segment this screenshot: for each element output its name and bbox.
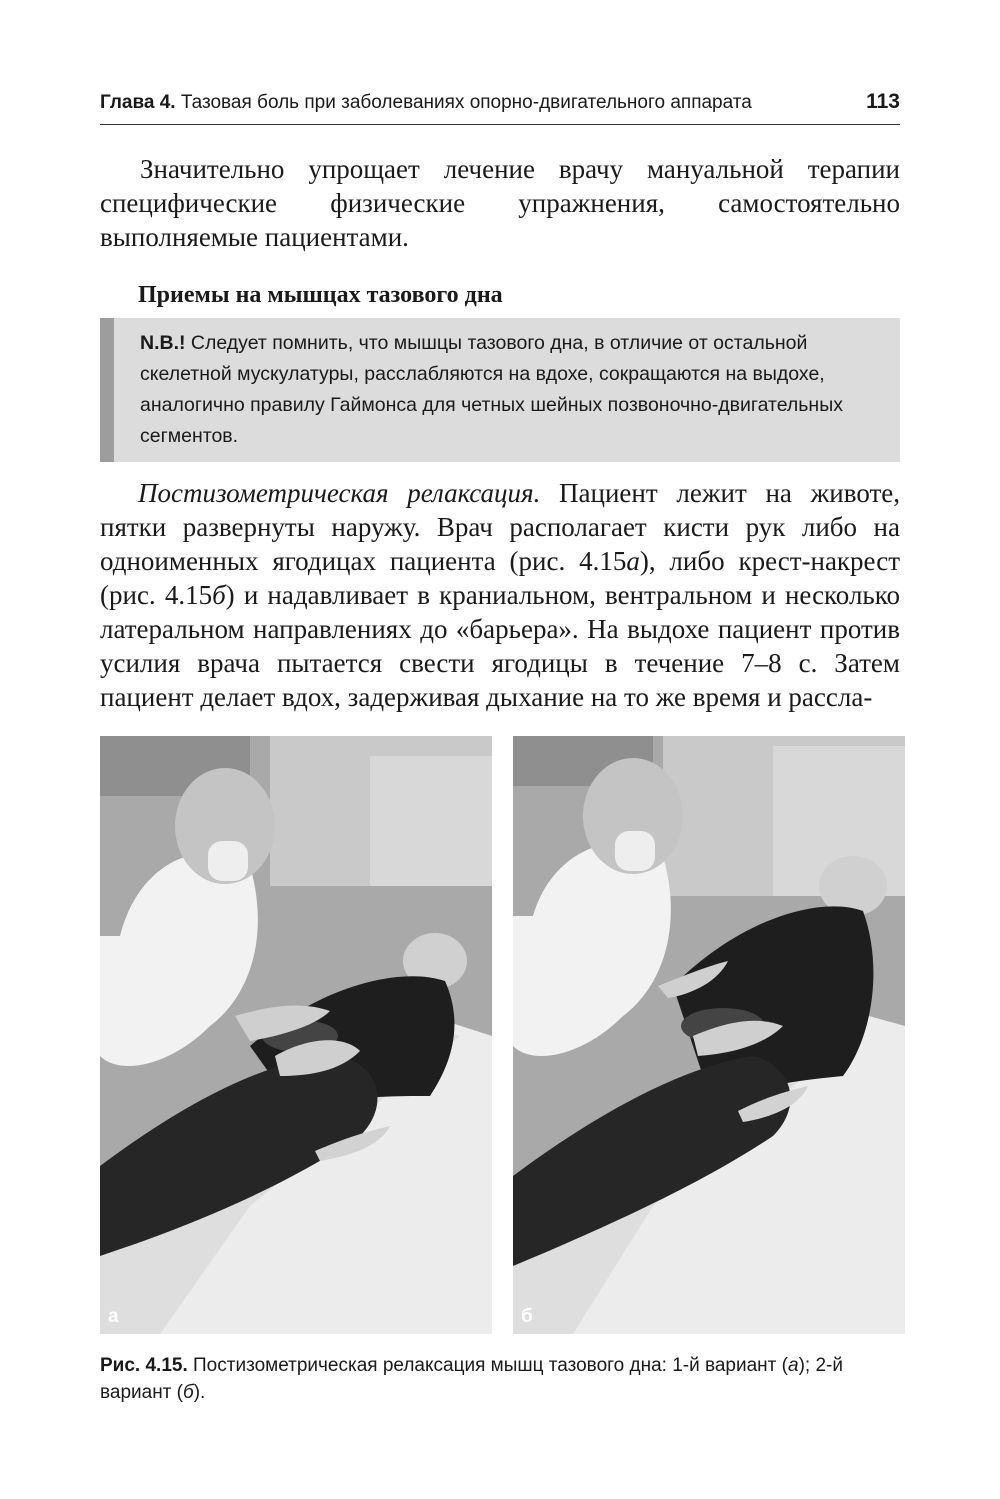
- nb-callout: [100, 318, 900, 462]
- nb-body: Следует помнить, что мышцы тазового дна, в отличие от остальной скелетной мускулатуры, расслабляются на вдохе, сокращаются на выдохе, аналогично правилу Гаймонса для четных шейных позвоночно-двигательных сегментов.: [140, 332, 843, 447]
- photo-a-label: а: [108, 1306, 119, 1327]
- technique-text-1: Пациент лежит на животе, пятки развернуты наружу. Врач располагает кисти рук либо на одноименных ягодицах пациента (рис. 4.15: [100, 478, 900, 576]
- technique-text-2: ), либо крест-накрест (рис. 4.15: [100, 546, 900, 610]
- photo-variant-b: [513, 736, 905, 1334]
- caption-text-1: Постизометрическая релаксация мышц тазового дна: 1-й вариант (: [187, 1355, 788, 1376]
- technique-text-3: ) и надавливает в краниальном, вентральном и несколько латеральном направлениях до «барьера». На выдохе пациент против усилия врача пытается свести ягодицы в течение 7–8 с. Затем пациент делает вдох, задерживая дыхание на то же время и расслa-: [100, 580, 900, 712]
- technique-name: Постизометрическая релаксация.: [138, 478, 541, 508]
- caption-text-2: ); 2-й вариант (: [100, 1355, 843, 1403]
- figure-ref-b: б: [212, 580, 226, 610]
- photo-b-illustration: [513, 736, 905, 1334]
- running-header: [100, 88, 900, 125]
- caption-label: Рис. 4.15.: [100, 1355, 188, 1376]
- photo-b-label: б: [521, 1306, 533, 1327]
- figure-ref-a: а: [626, 546, 640, 576]
- nb-text: [140, 328, 890, 452]
- chapter-heading: [100, 92, 752, 114]
- nb-accent-bar: [100, 318, 114, 462]
- paragraph-intro: Значительно упрощает лечение врачу мануальной терапии специфические физические упражнения, самостоятельно выполняемые пациентами.: [100, 154, 900, 252]
- paragraph-technique: [100, 476, 900, 714]
- section-title: Приемы на мышцах тазового дна: [138, 282, 503, 308]
- chapter-label: Глава 4.: [100, 92, 176, 113]
- photo-a-illustration: [100, 736, 492, 1334]
- caption-ref-b: б: [183, 1382, 194, 1403]
- chapter-title: Тазовая боль при заболеваниях опорно-двигательного аппарата: [180, 92, 752, 113]
- caption-text-3: ).: [193, 1382, 206, 1403]
- photo-variant-a: [100, 736, 492, 1334]
- page-number: 113: [866, 90, 900, 113]
- nb-label: N.B.!: [140, 332, 186, 354]
- figure-caption: [100, 1352, 900, 1406]
- caption-ref-a: а: [787, 1355, 799, 1376]
